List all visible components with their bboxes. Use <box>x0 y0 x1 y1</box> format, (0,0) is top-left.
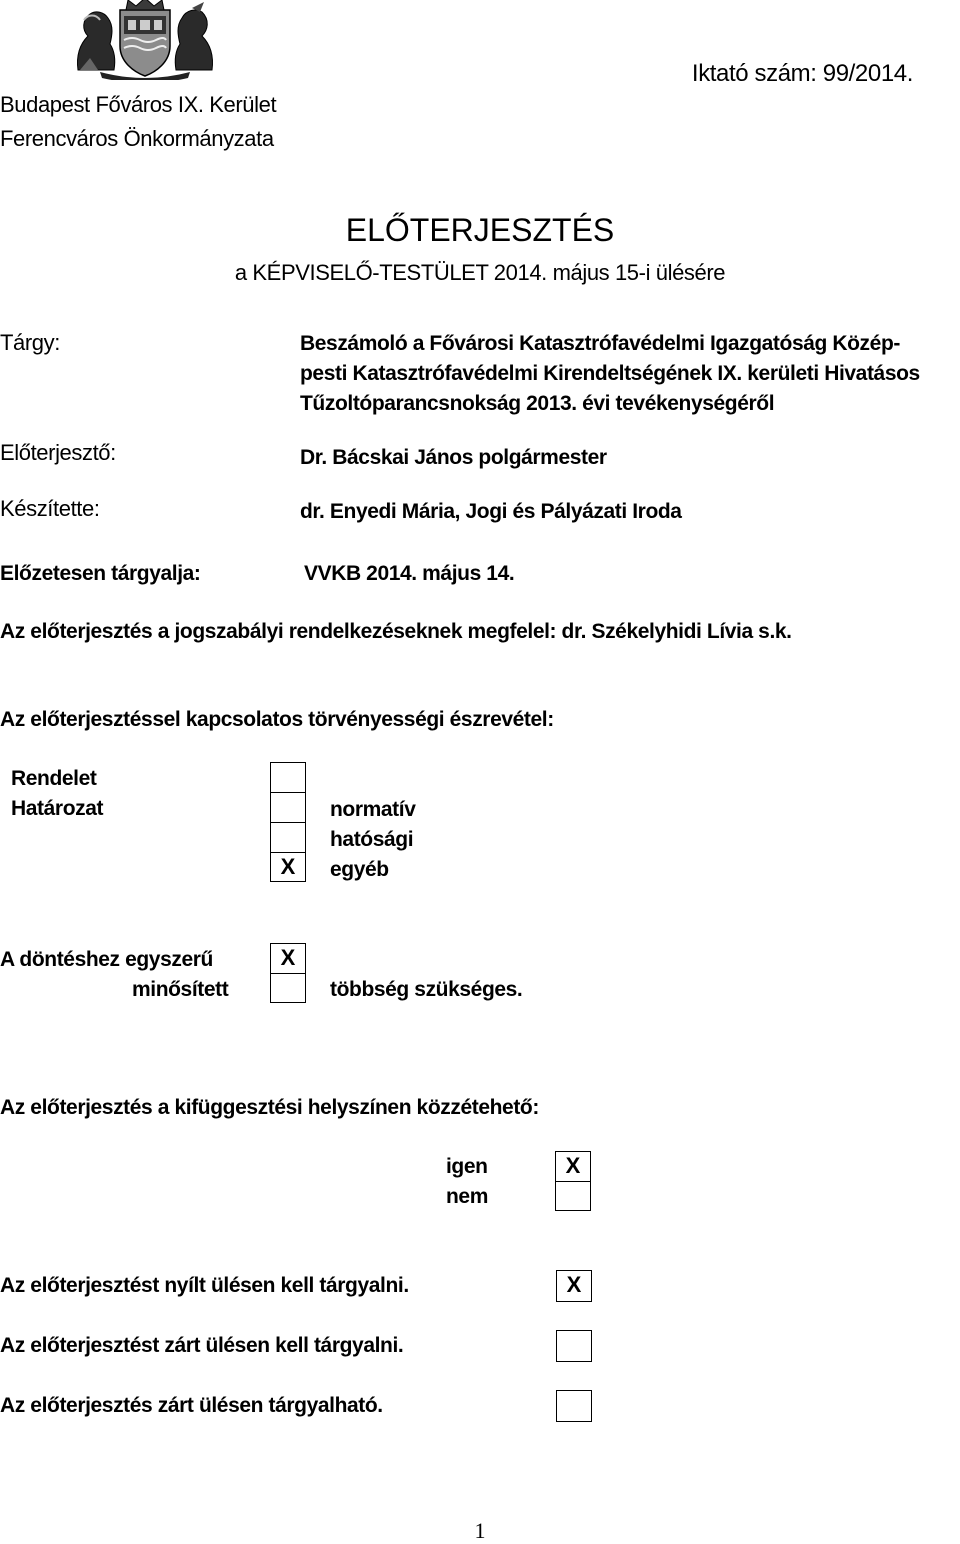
decision-type-rendelet: Rendelet <box>11 767 97 790</box>
majority-label-qualified: minősített <box>132 978 229 1001</box>
publication-checkboxes <box>555 1151 591 1211</box>
checkbox-publication-yes[interactable]: X <box>555 1151 591 1181</box>
prior-discussion-label: Előzetesen tárgyalja: <box>0 562 201 585</box>
page-number: 1 <box>474 1518 486 1543</box>
option-normativ: normatív <box>330 798 416 821</box>
organization-name-line1: Budapest Főváros IX. Kerület <box>0 92 277 117</box>
closed-session-statement: Az előterjesztést zárt ülésen kell tárgyalni. <box>0 1334 404 1357</box>
registry-number: Iktató szám: 99/2014. <box>691 60 913 87</box>
checkbox-egyeb[interactable]: X <box>270 852 306 882</box>
compliance-statement: Az előterjesztés a jogszabályi rendelkezéseknek megfelel: dr. Székelyhidi Lívia s.k. <box>0 620 792 643</box>
checkbox-simple-majority[interactable]: X <box>270 943 306 973</box>
majority-suffix: többség szükséges. <box>330 978 523 1001</box>
publication-question: Az előterjesztés a kifüggesztési helyszínen közzétehető: <box>0 1096 539 1119</box>
publication-yes-label: igen <box>446 1155 488 1178</box>
checkbox-qualified-majority[interactable] <box>270 973 306 1003</box>
publication-no-label: nem <box>446 1185 488 1208</box>
presenter-value: Dr. Bácskai János polgármester <box>300 446 607 469</box>
subject-line-2: pesti Katasztrófavédelmi Kirendeltségének IX. kerületi Hivatásos <box>300 362 920 385</box>
prepared-by-label: Készítette: <box>0 496 100 521</box>
checkbox-rendelet[interactable] <box>270 762 306 792</box>
prepared-by-value: dr. Enyedi Mária, Jogi és Pályázati Iroda <box>300 500 682 523</box>
majority-label-simple: A döntéshez egyszerű <box>0 948 213 971</box>
meeting-subtitle: a KÉPVISELŐ-TESTÜLET 2014. május 15-i ülésére <box>234 260 726 285</box>
subject-line-1: Beszámoló a Fővárosi Katasztrófavédelmi Igazgatóság Közép- <box>300 332 900 355</box>
document-title: ELŐTERJESZTÉS <box>345 212 615 248</box>
option-egyeb: egyéb <box>330 858 389 881</box>
coat-of-arms <box>70 0 220 80</box>
decision-type-hatarozat: Határozat <box>11 797 104 820</box>
open-session-statement: Az előterjesztést nyílt ülésen kell tárgyalni. <box>0 1274 409 1297</box>
prior-discussion-value: VVKB 2014. május 14. <box>304 562 515 585</box>
subject-line-3: Tűzoltóparancsnokság 2013. évi tevékenységéről <box>300 392 775 415</box>
majority-checkboxes <box>270 943 306 1003</box>
checkbox-hatosagi[interactable] <box>270 822 306 852</box>
option-hatosagi: hatósági <box>330 828 414 851</box>
legality-note: Az előterjesztéssel kapcsolatos törvényességi észrevétel: <box>0 708 554 731</box>
presenter-label: Előterjesztő: <box>0 440 116 465</box>
checkbox-closed-session-possible[interactable] <box>556 1390 592 1422</box>
checkbox-normativ[interactable] <box>270 792 306 822</box>
checkbox-open-session[interactable]: X <box>556 1270 592 1302</box>
organization-name-line2: Ferencváros Önkormányzata <box>0 126 274 151</box>
subject-label: Tárgy: <box>0 330 60 355</box>
decision-type-checkboxes <box>270 762 306 882</box>
closed-session-possible-statement: Az előterjesztés zárt ülésen tárgyalható. <box>0 1394 383 1417</box>
checkbox-publication-no[interactable] <box>555 1181 591 1211</box>
checkbox-closed-session[interactable] <box>556 1330 592 1362</box>
